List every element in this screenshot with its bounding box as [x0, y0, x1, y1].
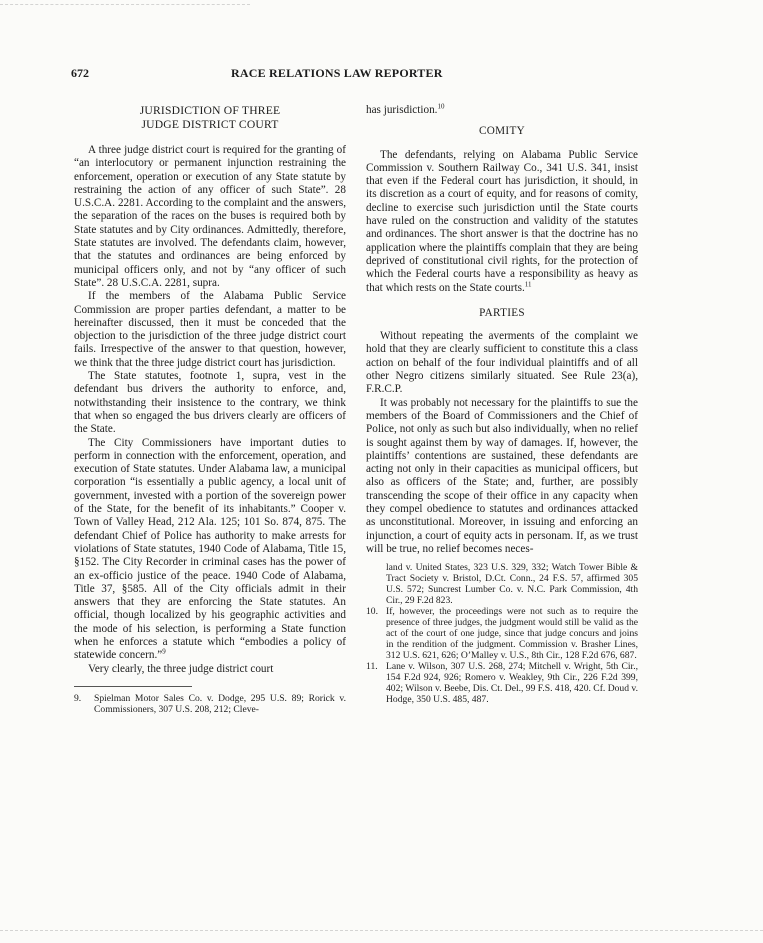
scan-edge-top [0, 4, 250, 7]
right-column [366, 104, 638, 705]
footnote-11 [366, 661, 638, 705]
paragraph-city-commissioners [74, 437, 346, 663]
paragraph-very-clearly: Very clearly, the three judge district court [88, 662, 274, 675]
footnote-11-text: Lane v. Wilson, 307 U.S. 268, 274; Mitchell v. Wright, 5th Cir., 154 F.2d 924, 926; Romero v. Weakley, 9th Cir., 226 F.2d 399, 402; Wilson v. Beebe, Dis. Ct. Del., 99 F.S. 418, 420. Cf. Doud v. Hodge, 350 U.S. 485, 487. [386, 661, 638, 706]
parties-heading: PARTIES [479, 306, 525, 319]
left-column [74, 104, 346, 715]
footnote-10 [366, 606, 638, 661]
page-number: 672 [71, 66, 89, 80]
paragraph-board-commissioners: It was probably not necessary for the plaintiffs to sue the members of the Board of Commissioners and the Chief of Police, not only as such but also individually, when no relief is sought against them by way of damages. If, however, the plaintiffs’ contentions are sustained, these defendants are acting not only in their capacities as municipal officers, but also as officers of the State; and, further, are possibly transcending the scope of their office in any capacity when they compel obedience to statutes and ordinances attacked as unconstitutional. Moreover, in issuing and enforcing an injunction, a court of equity acts in personam. If, as we trust will be true, no relief becomes neces- [366, 396, 638, 555]
has-jurisdiction-text: has jurisdiction. [366, 104, 438, 116]
paragraph-three-judge: A three judge district court is required for the granting of “an interlocutory or permanent injunction restraining the enforcement, operation or execution of any State statute by restraining the action of any officer of such State”. 28 U.S.C.A. 2281. According to the complaint and the answers, the separation of the races on the buses is required both by State statutes and by City ordinances. Admittedly, therefore, State statutes are involved. The defendants claim, however, that the statutes and ordinances are being enforced by municipal officers only, and not by “any officer of such State”. 28 U.S.C.A. 2281, supra. [74, 144, 346, 289]
footnote-9-text: Spielman Motor Sales Co. v. Dodge, 295 U.S. 89; Rorick v. Commissioners, 307 U.S. 208, 212; Cleve- [94, 692, 346, 715]
paragraph-state-statutes: The State statutes, footnote 1, supra, vest in the defendant bus drivers the authority to enforce, and, notwithstanding their insistence to the contrary, we think that when so engaged the bus drivers clearly are officers of the State. [74, 370, 346, 436]
city-commissioners-text: The City Commissioners have important duties to perform in connection with the enforcement, operation, and execution of State statutes. Under Alabama law, a municipal corporation “is essentially a public agency, a local unit of government, invested with a portion of the sovereign power of the State, for the benefit of its inhabitants.” Cooper v. Town of Valley Head, 212 Ala. 125; 101 So. 874, 875. The defendant Chief of Police has authority to make arrests for violations of State statutes, 1940 Code of Alabama, Title 15, §152. The City Recorder in criminal cases has the power of an ex-officio justice of the peace. 1940 Code of Alabama, Title 37, §585. All of the City officials admit in their answers that they are enforcing the State statutes. An official, though localized by his geographic activities and the mode of his selection, is performing a State function when he enforces a statute which “embodies a policy of statewide concern.” [74, 436, 346, 662]
paragraph-comity [366, 149, 638, 295]
scan-edge-bottom [0, 930, 763, 937]
jurisdiction-heading-line1: JURISDICTION OF THREE [139, 104, 281, 117]
paragraph-class-action: Without repeating the averments of the complaint we hold that they are clearly sufficient to constitute this a class action on behalf of the four individual plaintiffs and of all other Negro citizens similarly situated. See Rule 23(a), F.R.C.P. [366, 330, 638, 396]
jurisdiction-heading-line2: JUDGE DISTRICT COURT [141, 118, 279, 131]
footnote-9-continuation: land v. United States, 323 U.S. 329, 332; Watch Tower Bible & Tract Society v. Bristol, D.Ct. Conn., 24 F.S. 57, affirmed 305 U.S. 572; Suncrest Lumber Co. v. N.C. Park Commission, 4th Cir., 29 F.2d 823. [386, 562, 638, 607]
footnote-ref-10: 10 [437, 102, 445, 111]
comity-text: The defendants, relying on Alabama Public Service Commission v. Southern Railway Co., 341 U.S. 341, insist that even if the Federal court has jurisdiction, it should, in its discretion as a court of equity, and for reasons of comity, decline to exercise such jurisdiction until the State courts have ruled on the construction and validity of the statutes and ordinances. The short answer is that the doctrine has no application where the plaintiffs complain that they are being deprived of constitutional civil rights, for the protection of which the Federal courts have a responsibility as heavy as that which rests on the State courts. [366, 148, 638, 294]
footnote-10-number: 10. [366, 606, 378, 618]
running-header [71, 66, 671, 82]
footnote-9-number: 9. [74, 692, 82, 704]
jurisdiction-heading [74, 104, 346, 132]
footnote-9 [74, 693, 346, 715]
footnote-11-number: 11. [366, 661, 378, 673]
paragraph-public-service-commission: If the members of the Alabama Public Service Commission are proper parties defendant, a matter to be hereinafter discussed, then it must be conceded that the objection to the jurisdiction of the three judge district court fails. Irrespective of the answer to that question, however, we think that the three judge district court has jurisdiction. [74, 290, 346, 369]
comity-heading: COMITY [479, 125, 525, 138]
footnote-ref-9: 9 [162, 647, 166, 656]
journal-title: RACE RELATIONS LAW REPORTER [231, 66, 443, 80]
footnote-ref-11: 11 [524, 279, 532, 288]
footnote-10-text: If, however, the proceedings were not such as to require the presence of three judges, the judgment would still be valid as the act of the court of one judge, since that judge concurs and joins in the rendition of the judgment. Commission v. Brasher Lines, 312 U.S. 621, 626; O’Malley v. U.S., 8th Cir., 128 F.2d 676, 687. [386, 606, 638, 662]
footnote-rule-left [74, 686, 192, 687]
jurisdiction-continuation [366, 104, 638, 117]
